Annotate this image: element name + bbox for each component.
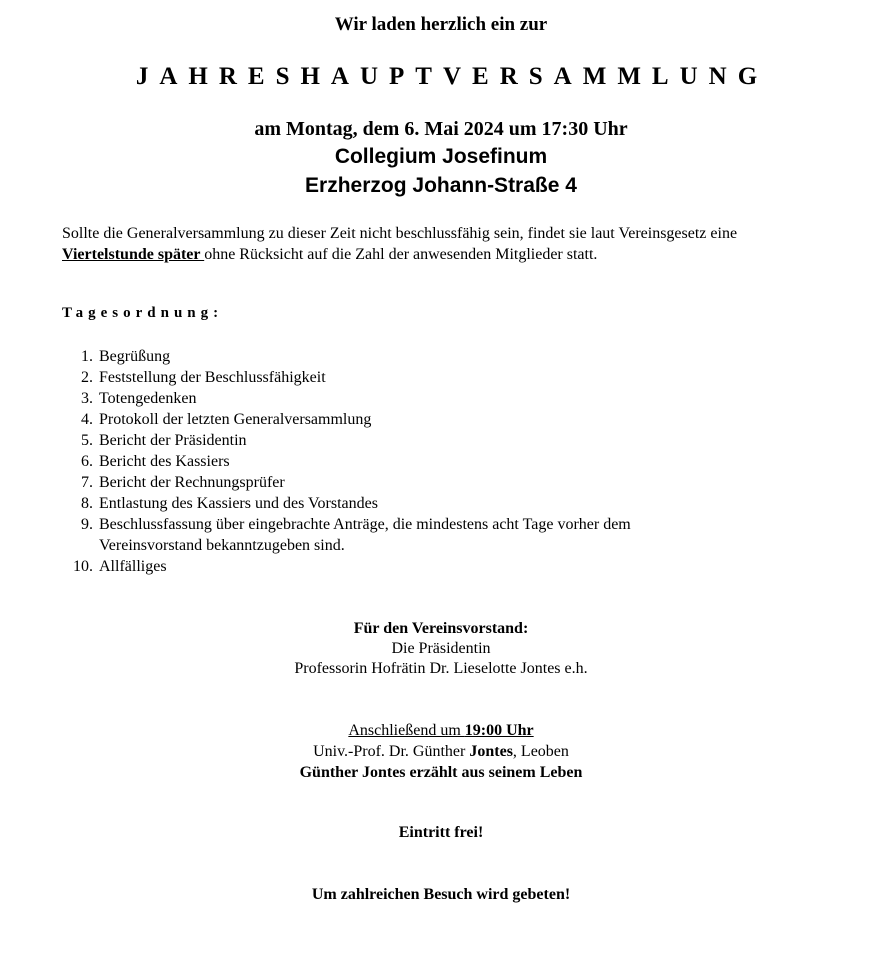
agenda-item — [62, 556, 822, 577]
agenda-item-number: 10. — [73, 558, 93, 575]
agenda-item-text: Allfälliges — [99, 558, 167, 575]
agenda-heading: Tagesordnung: — [62, 305, 224, 321]
followup-time: 19:00 Uhr — [464, 722, 534, 739]
agenda-item-text: Bericht der Rechnungsprüfer — [99, 474, 285, 491]
agenda-item-number: 1. — [81, 348, 93, 365]
speaker-location: , Leoben — [512, 743, 569, 760]
followup-prefix: Anschließend um — [348, 722, 465, 739]
agenda-item — [62, 430, 822, 451]
venue-name: Collegium Josefinum — [334, 145, 548, 168]
agenda-item — [62, 472, 822, 493]
admission-note: Eintritt frei! — [398, 824, 484, 841]
agenda-item-text: Bericht der Präsidentin — [99, 432, 247, 449]
agenda-item — [62, 514, 719, 556]
followup-time-line — [0, 722, 882, 740]
agenda-list — [62, 346, 822, 577]
quorum-notice — [62, 223, 822, 265]
agenda-item-text: Begrüßung — [99, 348, 171, 365]
agenda-item — [62, 451, 822, 472]
notice-text-before: Sollte die Generalversammlung zu dieser Zeit nicht beschlussfähig sein, findet sie laut Vereinsgesetz eine — [62, 225, 738, 242]
agenda-item-text: Entlastung des Kassiers und des Vorstandes — [99, 495, 378, 512]
agenda-item-number: 7. — [81, 474, 93, 491]
agenda-item-number: 6. — [81, 453, 93, 470]
speaker-line — [0, 743, 882, 761]
agenda-item — [62, 388, 822, 409]
document-title: JAHRESHAUPTVERSAMMLUNG — [135, 63, 769, 90]
talk-title: Günther Jontes erzählt aus seinem Leben — [299, 764, 583, 781]
intro-line: Wir laden herzlich ein zur — [334, 14, 548, 35]
agenda-item-number: 5. — [81, 432, 93, 449]
agenda-item-text: Feststellung der Beschlussfähigkeit — [99, 369, 326, 386]
signature-name: Professorin Hofrätin Dr. Lieselotte Jontes e.h. — [294, 660, 588, 677]
agenda-item-text: Beschlussfassung über eingebrachte Anträge, die mindestens acht Tage vorher dem Vereinsvorstand bekanntzugeben sind. — [99, 516, 631, 554]
agenda-item-text: Protokoll der letzten Generalversammlung — [99, 411, 372, 428]
signature-heading: Für den Vereinsvorstand: — [353, 620, 529, 637]
agenda-item-number: 8. — [81, 495, 93, 512]
agenda-item-number: 3. — [81, 390, 93, 407]
speaker-surname: Jontes — [469, 743, 513, 760]
agenda-item-number: 4. — [81, 411, 93, 428]
agenda-item-number: 2. — [81, 369, 93, 386]
agenda-item — [62, 367, 822, 388]
agenda-item-text: Totengedenken — [99, 390, 197, 407]
agenda-item-text: Bericht des Kassiers — [99, 453, 230, 470]
agenda-item — [62, 409, 822, 430]
agenda-item — [62, 493, 822, 514]
closing-request: Um zahlreichen Besuch wird gebeten! — [311, 886, 571, 903]
agenda-item — [62, 346, 822, 367]
venue-address: Erzherzog Johann-Straße 4 — [305, 174, 577, 197]
date-line: am Montag, dem 6. Mai 2024 um 17:30 Uhr — [254, 118, 628, 140]
agenda-item-number: 9. — [81, 516, 93, 533]
speaker-prefix: Univ.-Prof. Dr. Günther — [313, 743, 470, 760]
signature-role: Die Präsidentin — [391, 640, 491, 657]
notice-emphasis: Viertelstunde später — [62, 246, 205, 263]
notice-text-after: ohne Rücksicht auf die Zahl der anwesenden Mitglieder statt. — [204, 246, 598, 263]
